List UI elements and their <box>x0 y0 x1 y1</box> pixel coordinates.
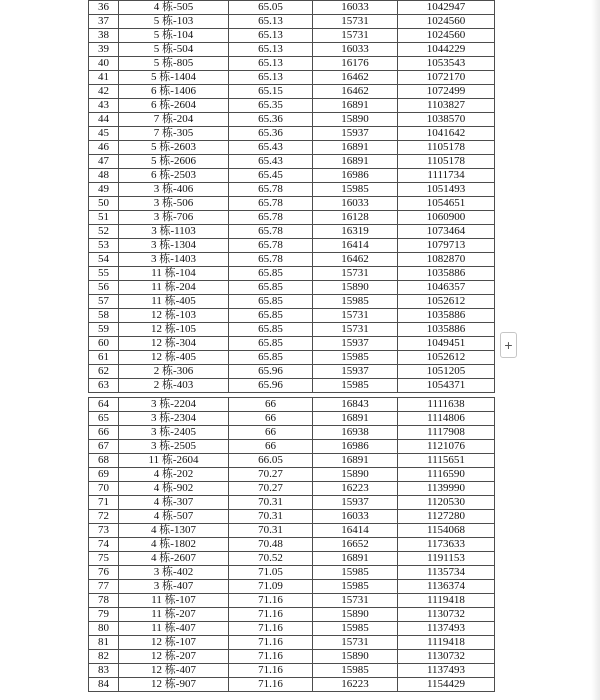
cell-total-price: 1115651 <box>398 454 495 468</box>
table-row <box>89 225 495 239</box>
cell-total-price: 1135734 <box>398 566 495 580</box>
cell-total-price: 1173633 <box>398 538 495 552</box>
table-row <box>89 468 495 482</box>
cell-area: 65.85 <box>229 295 313 309</box>
cell-house-unit: 2 栋-403 <box>119 379 229 393</box>
cell-unit-price: 15985 <box>313 622 398 636</box>
cell-row-index: 57 <box>89 295 119 309</box>
cell-area: 65.85 <box>229 323 313 337</box>
cell-house-unit: 12 栋-207 <box>119 650 229 664</box>
cell-area: 65.43 <box>229 155 313 169</box>
table-row <box>89 85 495 99</box>
cell-unit-price: 15731 <box>313 323 398 337</box>
table-row <box>89 155 495 169</box>
table-row <box>89 594 495 608</box>
cell-house-unit: 5 栋-805 <box>119 57 229 71</box>
cell-unit-price: 16462 <box>313 85 398 99</box>
cell-total-price: 1072499 <box>398 85 495 99</box>
cell-unit-price: 15937 <box>313 365 398 379</box>
cell-row-index: 41 <box>89 71 119 85</box>
cell-unit-price: 16128 <box>313 211 398 225</box>
cell-unit-price: 16891 <box>313 552 398 566</box>
cell-house-unit: 5 栋-504 <box>119 43 229 57</box>
cell-area: 65.13 <box>229 57 313 71</box>
cell-area: 71.16 <box>229 650 313 664</box>
table-row <box>89 183 495 197</box>
cell-unit-price: 16414 <box>313 524 398 538</box>
cell-area: 65.85 <box>229 337 313 351</box>
cell-row-index: 36 <box>89 1 119 15</box>
cell-house-unit: 3 栋-706 <box>119 211 229 225</box>
table-row <box>89 608 495 622</box>
cell-total-price: 1082870 <box>398 253 495 267</box>
cell-area: 71.16 <box>229 664 313 678</box>
cell-row-index: 78 <box>89 594 119 608</box>
cell-area: 65.78 <box>229 211 313 225</box>
cell-area: 65.85 <box>229 309 313 323</box>
cell-house-unit: 12 栋-105 <box>119 323 229 337</box>
cell-unit-price: 15937 <box>313 496 398 510</box>
table-row <box>89 622 495 636</box>
table-row <box>89 99 495 113</box>
table-row <box>89 379 495 393</box>
cell-house-unit: 5 栋-104 <box>119 29 229 43</box>
cell-area: 66 <box>229 412 313 426</box>
cell-total-price: 1041642 <box>398 127 495 141</box>
cell-row-index: 47 <box>89 155 119 169</box>
cell-total-price: 1044229 <box>398 43 495 57</box>
cell-total-price: 1130732 <box>398 650 495 664</box>
cell-total-price: 1111638 <box>398 398 495 412</box>
cell-area: 65.15 <box>229 85 313 99</box>
cell-house-unit: 11 栋-405 <box>119 295 229 309</box>
cell-area: 70.31 <box>229 496 313 510</box>
cell-house-unit: 3 栋-1103 <box>119 225 229 239</box>
cell-row-index: 59 <box>89 323 119 337</box>
cell-row-index: 45 <box>89 127 119 141</box>
cell-unit-price: 16176 <box>313 57 398 71</box>
cell-unit-price: 16891 <box>313 141 398 155</box>
plus-icon: + <box>504 336 513 353</box>
cell-unit-price: 16319 <box>313 225 398 239</box>
cell-area: 71.16 <box>229 622 313 636</box>
cell-area: 71.16 <box>229 636 313 650</box>
table-row <box>89 57 495 71</box>
cell-unit-price: 15731 <box>313 309 398 323</box>
cell-unit-price: 16891 <box>313 412 398 426</box>
table-row <box>89 552 495 566</box>
table-row <box>89 412 495 426</box>
cell-total-price: 1154429 <box>398 678 495 692</box>
cell-row-index: 68 <box>89 454 119 468</box>
cell-total-price: 1052612 <box>398 295 495 309</box>
cell-total-price: 1137493 <box>398 664 495 678</box>
cell-row-index: 58 <box>89 309 119 323</box>
cell-total-price: 1079713 <box>398 239 495 253</box>
table-row <box>89 337 495 351</box>
cell-row-index: 52 <box>89 225 119 239</box>
cell-house-unit: 5 栋-2603 <box>119 141 229 155</box>
cell-unit-price: 15731 <box>313 29 398 43</box>
cell-unit-price: 16652 <box>313 538 398 552</box>
cell-total-price: 1121076 <box>398 440 495 454</box>
cell-total-price: 1154068 <box>398 524 495 538</box>
cell-row-index: 62 <box>89 365 119 379</box>
cell-area: 65.78 <box>229 197 313 211</box>
cell-area: 65.78 <box>229 183 313 197</box>
cell-area: 66 <box>229 426 313 440</box>
table-row <box>89 636 495 650</box>
cell-house-unit: 11 栋-207 <box>119 608 229 622</box>
cell-row-index: 73 <box>89 524 119 538</box>
cell-area: 65.78 <box>229 239 313 253</box>
cell-house-unit: 4 栋-505 <box>119 1 229 15</box>
cell-row-index: 71 <box>89 496 119 510</box>
table-row <box>89 496 495 510</box>
cell-unit-price: 15985 <box>313 580 398 594</box>
cell-total-price: 1051493 <box>398 183 495 197</box>
cell-unit-price: 16462 <box>313 253 398 267</box>
cell-total-price: 1116590 <box>398 468 495 482</box>
cell-unit-price: 16891 <box>313 454 398 468</box>
cell-row-index: 81 <box>89 636 119 650</box>
cell-row-index: 46 <box>89 141 119 155</box>
cell-area: 65.13 <box>229 15 313 29</box>
cell-row-index: 50 <box>89 197 119 211</box>
cell-unit-price: 15985 <box>313 664 398 678</box>
table-row <box>89 295 495 309</box>
table-row <box>89 113 495 127</box>
cell-house-unit: 6 栋-2604 <box>119 99 229 113</box>
cell-row-index: 44 <box>89 113 119 127</box>
cell-row-index: 76 <box>89 566 119 580</box>
cell-area: 65.13 <box>229 43 313 57</box>
cell-house-unit: 3 栋-2505 <box>119 440 229 454</box>
cell-area: 65.13 <box>229 29 313 43</box>
cell-house-unit: 4 栋-902 <box>119 482 229 496</box>
cell-area: 65.85 <box>229 351 313 365</box>
table-row <box>89 253 495 267</box>
cell-unit-price: 16033 <box>313 510 398 524</box>
cell-row-index: 40 <box>89 57 119 71</box>
cell-row-index: 66 <box>89 426 119 440</box>
cell-row-index: 80 <box>89 622 119 636</box>
cell-total-price: 1111734 <box>398 169 495 183</box>
cell-unit-price: 15731 <box>313 594 398 608</box>
cell-row-index: 84 <box>89 678 119 692</box>
cell-total-price: 1060900 <box>398 211 495 225</box>
table-row <box>89 127 495 141</box>
cell-area: 71.05 <box>229 566 313 580</box>
cell-total-price: 1035886 <box>398 267 495 281</box>
cell-unit-price: 15890 <box>313 113 398 127</box>
cell-area: 70.52 <box>229 552 313 566</box>
table-row <box>89 309 495 323</box>
cell-area: 66 <box>229 440 313 454</box>
cell-house-unit: 2 栋-306 <box>119 365 229 379</box>
cell-row-index: 37 <box>89 15 119 29</box>
table-row <box>89 29 495 43</box>
cell-house-unit: 4 栋-1307 <box>119 524 229 538</box>
cell-total-price: 1139990 <box>398 482 495 496</box>
cell-area: 65.96 <box>229 365 313 379</box>
cell-total-price: 1119418 <box>398 594 495 608</box>
cell-row-index: 63 <box>89 379 119 393</box>
cell-unit-price: 16986 <box>313 440 398 454</box>
right-edge-shadow <box>591 0 600 700</box>
cell-house-unit: 12 栋-907 <box>119 678 229 692</box>
table-row <box>89 267 495 281</box>
cell-total-price: 1024560 <box>398 15 495 29</box>
cell-row-index: 39 <box>89 43 119 57</box>
cell-unit-price: 16891 <box>313 99 398 113</box>
cell-row-index: 42 <box>89 85 119 99</box>
cell-house-unit: 3 栋-1403 <box>119 253 229 267</box>
cell-row-index: 65 <box>89 412 119 426</box>
cell-area: 71.16 <box>229 678 313 692</box>
table-row <box>89 43 495 57</box>
table-row <box>89 15 495 29</box>
cell-row-index: 56 <box>89 281 119 295</box>
cell-house-unit: 3 栋-2405 <box>119 426 229 440</box>
cell-house-unit: 4 栋-2607 <box>119 552 229 566</box>
cell-house-unit: 3 栋-2204 <box>119 398 229 412</box>
cell-area: 65.78 <box>229 225 313 239</box>
cell-total-price: 1035886 <box>398 323 495 337</box>
cell-total-price: 1136374 <box>398 580 495 594</box>
cell-row-index: 83 <box>89 664 119 678</box>
cell-house-unit: 3 栋-2304 <box>119 412 229 426</box>
table-row <box>89 440 495 454</box>
table-row <box>89 197 495 211</box>
cell-unit-price: 16033 <box>313 1 398 15</box>
cell-house-unit: 3 栋-402 <box>119 566 229 580</box>
table-row <box>89 510 495 524</box>
cell-total-price: 1038570 <box>398 113 495 127</box>
cell-total-price: 1127280 <box>398 510 495 524</box>
cell-unit-price: 16223 <box>313 482 398 496</box>
cell-row-index: 74 <box>89 538 119 552</box>
cell-house-unit: 6 栋-1406 <box>119 85 229 99</box>
cell-unit-price: 16414 <box>313 239 398 253</box>
cell-unit-price: 15731 <box>313 15 398 29</box>
table-row <box>89 524 495 538</box>
cell-house-unit: 11 栋-2604 <box>119 454 229 468</box>
cell-total-price: 1114806 <box>398 412 495 426</box>
data-table-section-lower <box>88 397 495 692</box>
cell-area: 65.05 <box>229 1 313 15</box>
cell-row-index: 43 <box>89 99 119 113</box>
table-row <box>89 580 495 594</box>
cell-unit-price: 15890 <box>313 468 398 482</box>
cell-row-index: 69 <box>89 468 119 482</box>
cell-unit-price: 15731 <box>313 636 398 650</box>
cell-total-price: 1024560 <box>398 29 495 43</box>
cell-house-unit: 6 栋-2503 <box>119 169 229 183</box>
cell-row-index: 77 <box>89 580 119 594</box>
cell-row-index: 70 <box>89 482 119 496</box>
cell-house-unit: 3 栋-406 <box>119 183 229 197</box>
add-button[interactable] <box>500 332 517 358</box>
cell-row-index: 72 <box>89 510 119 524</box>
cell-house-unit: 4 栋-202 <box>119 468 229 482</box>
cell-area: 65.78 <box>229 253 313 267</box>
cell-row-index: 82 <box>89 650 119 664</box>
table-row <box>89 454 495 468</box>
cell-row-index: 61 <box>89 351 119 365</box>
cell-unit-price: 15985 <box>313 379 398 393</box>
table-row <box>89 664 495 678</box>
cell-area: 65.43 <box>229 141 313 155</box>
cell-unit-price: 15937 <box>313 337 398 351</box>
cell-area: 70.48 <box>229 538 313 552</box>
table-row <box>89 538 495 552</box>
table-row <box>89 211 495 225</box>
cell-unit-price: 15890 <box>313 650 398 664</box>
cell-row-index: 79 <box>89 608 119 622</box>
cell-area: 65.36 <box>229 127 313 141</box>
table-row <box>89 239 495 253</box>
cell-unit-price: 16033 <box>313 43 398 57</box>
cell-house-unit: 12 栋-407 <box>119 664 229 678</box>
table-row <box>89 169 495 183</box>
cell-unit-price: 16891 <box>313 155 398 169</box>
cell-house-unit: 12 栋-405 <box>119 351 229 365</box>
cell-unit-price: 16033 <box>313 197 398 211</box>
cell-total-price: 1191153 <box>398 552 495 566</box>
cell-unit-price: 16462 <box>313 71 398 85</box>
cell-total-price: 1130732 <box>398 608 495 622</box>
cell-area: 65.85 <box>229 267 313 281</box>
cell-house-unit: 5 栋-103 <box>119 15 229 29</box>
cell-total-price: 1137493 <box>398 622 495 636</box>
cell-house-unit: 5 栋-2606 <box>119 155 229 169</box>
cell-area: 70.31 <box>229 510 313 524</box>
cell-area: 65.35 <box>229 99 313 113</box>
cell-row-index: 55 <box>89 267 119 281</box>
cell-unit-price: 15731 <box>313 267 398 281</box>
cell-total-price: 1046357 <box>398 281 495 295</box>
table-row <box>89 678 495 692</box>
cell-row-index: 64 <box>89 398 119 412</box>
cell-total-price: 1072170 <box>398 71 495 85</box>
cell-house-unit: 4 栋-307 <box>119 496 229 510</box>
cell-house-unit: 7 栋-305 <box>119 127 229 141</box>
cell-area: 70.27 <box>229 468 313 482</box>
table-row <box>89 141 495 155</box>
cell-area: 65.85 <box>229 281 313 295</box>
cell-row-index: 54 <box>89 253 119 267</box>
cell-unit-price: 15890 <box>313 281 398 295</box>
cell-row-index: 67 <box>89 440 119 454</box>
table-row <box>89 71 495 85</box>
table-row <box>89 426 495 440</box>
cell-area: 70.31 <box>229 524 313 538</box>
table-row <box>89 365 495 379</box>
cell-house-unit: 5 栋-1404 <box>119 71 229 85</box>
cell-total-price: 1120530 <box>398 496 495 510</box>
cell-unit-price: 15985 <box>313 566 398 580</box>
cell-total-price: 1119418 <box>398 636 495 650</box>
cell-row-index: 48 <box>89 169 119 183</box>
cell-unit-price: 15985 <box>313 295 398 309</box>
table-row <box>89 398 495 412</box>
cell-row-index: 49 <box>89 183 119 197</box>
cell-unit-price: 16843 <box>313 398 398 412</box>
cell-house-unit: 4 栋-1802 <box>119 538 229 552</box>
cell-total-price: 1103827 <box>398 99 495 113</box>
cell-house-unit: 11 栋-204 <box>119 281 229 295</box>
cell-house-unit: 12 栋-304 <box>119 337 229 351</box>
table-row <box>89 323 495 337</box>
cell-row-index: 60 <box>89 337 119 351</box>
cell-row-index: 51 <box>89 211 119 225</box>
cell-area: 71.16 <box>229 608 313 622</box>
cell-unit-price: 16223 <box>313 678 398 692</box>
cell-house-unit: 11 栋-407 <box>119 622 229 636</box>
cell-area: 71.09 <box>229 580 313 594</box>
cell-total-price: 1035886 <box>398 309 495 323</box>
cell-row-index: 38 <box>89 29 119 43</box>
cell-total-price: 1051205 <box>398 365 495 379</box>
cell-total-price: 1117908 <box>398 426 495 440</box>
cell-area: 71.16 <box>229 594 313 608</box>
cell-house-unit: 3 栋-1304 <box>119 239 229 253</box>
table-row <box>89 1 495 15</box>
data-table-section-upper <box>88 0 495 393</box>
cell-unit-price: 16938 <box>313 426 398 440</box>
cell-unit-price: 16986 <box>313 169 398 183</box>
table-row <box>89 566 495 580</box>
cell-house-unit: 3 栋-407 <box>119 580 229 594</box>
cell-total-price: 1054651 <box>398 197 495 211</box>
cell-row-index: 53 <box>89 239 119 253</box>
cell-area: 65.13 <box>229 71 313 85</box>
cell-total-price: 1053543 <box>398 57 495 71</box>
cell-area: 70.27 <box>229 482 313 496</box>
cell-house-unit: 12 栋-103 <box>119 309 229 323</box>
table-row <box>89 281 495 295</box>
cell-total-price: 1105178 <box>398 141 495 155</box>
cell-total-price: 1105178 <box>398 155 495 169</box>
cell-unit-price: 15985 <box>313 351 398 365</box>
cell-unit-price: 15985 <box>313 183 398 197</box>
cell-area: 65.36 <box>229 113 313 127</box>
cell-area: 65.96 <box>229 379 313 393</box>
cell-row-index: 75 <box>89 552 119 566</box>
cell-total-price: 1054371 <box>398 379 495 393</box>
table-row <box>89 650 495 664</box>
cell-house-unit: 11 栋-107 <box>119 594 229 608</box>
cell-total-price: 1073464 <box>398 225 495 239</box>
cell-house-unit: 11 栋-104 <box>119 267 229 281</box>
cell-house-unit: 12 栋-107 <box>119 636 229 650</box>
cell-house-unit: 4 栋-507 <box>119 510 229 524</box>
table-row <box>89 482 495 496</box>
cell-house-unit: 7 栋-204 <box>119 113 229 127</box>
cell-total-price: 1042947 <box>398 1 495 15</box>
cell-area: 65.45 <box>229 169 313 183</box>
cell-area: 66.05 <box>229 454 313 468</box>
cell-total-price: 1049451 <box>398 337 495 351</box>
table-row <box>89 351 495 365</box>
cell-total-price: 1052612 <box>398 351 495 365</box>
cell-area: 66 <box>229 398 313 412</box>
cell-unit-price: 15937 <box>313 127 398 141</box>
cell-unit-price: 15890 <box>313 608 398 622</box>
cell-house-unit: 3 栋-506 <box>119 197 229 211</box>
